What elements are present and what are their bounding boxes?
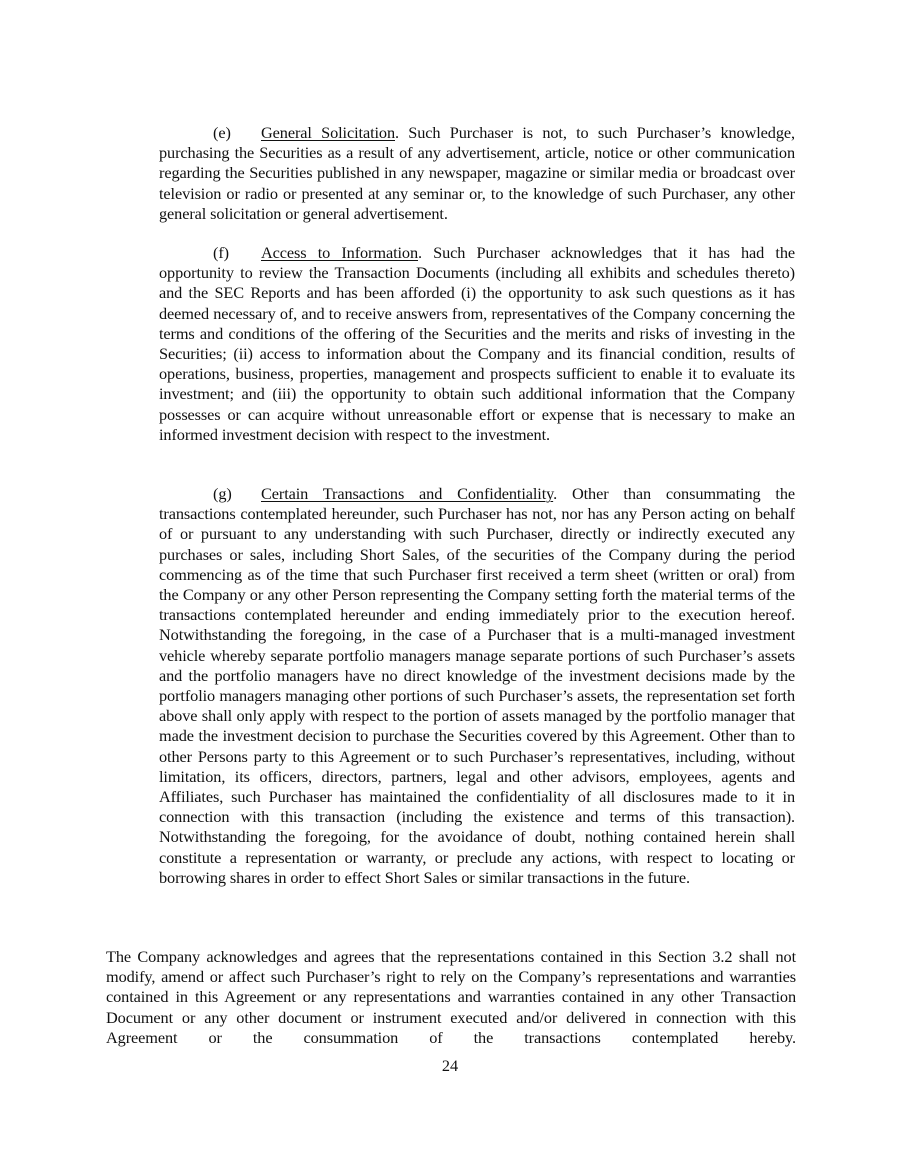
closing-paragraph: The Company acknowledges and agrees that the representations contained in this Section 3.2 shall not modify, amend or affect such Purchaser’s right to rely on the Company’s representations and warranties contained in this Agreement or any representations and warranties contained in any other Transaction Document or any other document or instrument executed and/or delivered in connection with this Agreement or the consummation of the transactions contemplated hereby. bbox=[106, 947, 796, 1047]
section-f-heading: Access to Information bbox=[261, 243, 419, 262]
section-f-marker: (f) bbox=[213, 243, 229, 262]
section-f-body: Such Purchaser acknowledges that it has had the opportunity to review the Transaction Documents (including all exhibits and schedules thereto) and the SEC Reports and has been afforded (i) the opportunity to ask such questions as it has deemed necessary of, and to receive answers from, representatives of the Company concerning the terms and conditions of the offering of the Securities and the merits and risks of investing in the Securities; (ii) access to information about the Company and its financial condition, results of operations, business, properties, management and prospects sufficient to enable it to evaluate its investment; and (iii) the opportunity to obtain such additional information that the Company possesses or can acquire without unreasonable effort or expense that is necessary to make an informed investment decision with respect to the investment. bbox=[159, 243, 795, 444]
section-e-body: Such Purchaser is not, to such Purchaser’s knowledge, purchasing the Securities as a result of any advertisement, article, notice or other communication regarding the Securities published in any newspaper, magazine or similar media or broadcast over television or radio or presented at any seminar or, to the knowledge of such Purchaser, any other general solicitation or general advertisement. bbox=[159, 123, 795, 223]
page-number: 24 bbox=[441, 1056, 459, 1075]
section-g-certain-transactions: (g) Certain Transactions and Confidentiality. Other than consummating the transactions contemplated hereunder, such Purchaser has not, nor has any Person acting on behalf of or pursuant to any understanding with such Purchaser, directly or indirectly executed any purchases or sales, including Short Sales, of the securities of the Company during the period commencing as of the time that such Purchaser first received a term sheet (written or oral) from the Company or any other Person representing the Company setting forth the material terms of the transactions contemplated hereunder and ending immediately prior to the execution hereof. Notwithstanding the foregoing, in the case of a Purchaser that is a multi-managed investment vehicle whereby separate portfolio managers manage separate portions of such Purchaser’s assets and the portfolio managers have no direct knowledge of the investment decisions made by the portfolio managers managing other portions of such Purchaser’s assets, the representation set forth above shall only apply with respect to the portion of assets managed by the portfolio manager that made the investment decision to purchase the Securities covered by this Agreement. Other than to other Persons party to this Agreement or to such Purchaser’s representatives, including, without limitation, its officers, directors, partners, legal and other advisors, employees, agents and Affiliates, such Purchaser has maintained the confidentiality of all disclosures made to it in connection with this transaction (including the existence and terms of this transaction). Notwithstanding the foregoing, for the avoidance of doubt, nothing contained herein shall constitute a representation or warranty, or preclude any actions, with respect to locating or borrowing shares in order to effect Short Sales or similar transactions in the future. bbox=[159, 484, 795, 887]
section-e-general-solicitation: (e) General Solicitation. Such Purchaser is not, to such Purchaser’s knowledge, purchasing the Securities as a result of any advertisement, article, notice or other communication regarding the Securities published in any newspaper, magazine or similar media or broadcast over television or radio or presented at any seminar or, to the knowledge of such Purchaser, any other general solicitation or general advertisement. bbox=[159, 123, 795, 223]
section-e-marker: (e) bbox=[213, 123, 231, 142]
section-e-heading: General Solicitation bbox=[261, 123, 395, 142]
section-g-heading: Certain Transactions and Confidentiality bbox=[261, 484, 554, 503]
section-f-access-to-information: (f) Access to Information. Such Purchaser acknowledges that it has had the opportunity to review the Transaction Documents (including all exhibits and schedules thereto) and the SEC Reports and has been afforded (i) the opportunity to ask such questions as it has deemed necessary of, and to receive answers from, representatives of the Company concerning the terms and conditions of the offering of the Securities and the merits and risks of investing in the Securities; (ii) access to information about the Company and its financial condition, results of operations, business, properties, management and prospects sufficient to enable it to evaluate its investment; and (iii) the opportunity to obtain such additional information that the Company possesses or can acquire without unreasonable effort or expense that is necessary to make an informed investment decision with respect to the investment. bbox=[159, 243, 795, 444]
section-g-body: Other than consummating the transactions contemplated hereunder, such Purchaser has not, nor has any Person acting on behalf of or pursuant to any understanding with such Purchaser, directly or indirectly executed any purchases or sales, including Short Sales, of the securities of the Company during the period commencing as of the time that such Purchaser first received a term sheet (written or oral) from the Company or any other Person representing the Company setting forth the material terms of the transactions contemplated hereunder and ending immediately prior to the execution hereof. Notwithstanding the foregoing, in the case of a Purchaser that is a multi-managed investment vehicle whereby separate portfolio managers manage separate portions of such Purchaser’s assets and the portfolio managers have no direct knowledge of the investment decisions made by the portfolio managers managing other portions of such Purchaser’s assets, the representation set forth above shall only apply with respect to the portion of assets managed by the portfolio manager that made the investment decision to purchase the Securities covered by this Agreement. Other than to other Persons party to this Agreement or to such Purchaser’s representatives, including, without limitation, its officers, directors, partners, legal and other advisors, employees, agents and Affiliates, such Purchaser has maintained the confidentiality of all disclosures made to it in connection with this transaction (including the existence and terms of this transaction). Notwithstanding the foregoing, for the avoidance of doubt, nothing contained herein shall constitute a representation or warranty, or preclude any actions, with respect to locating or borrowing shares in order to effect Short Sales or similar transactions in the future. bbox=[159, 484, 795, 887]
section-g-marker: (g) bbox=[213, 484, 232, 503]
